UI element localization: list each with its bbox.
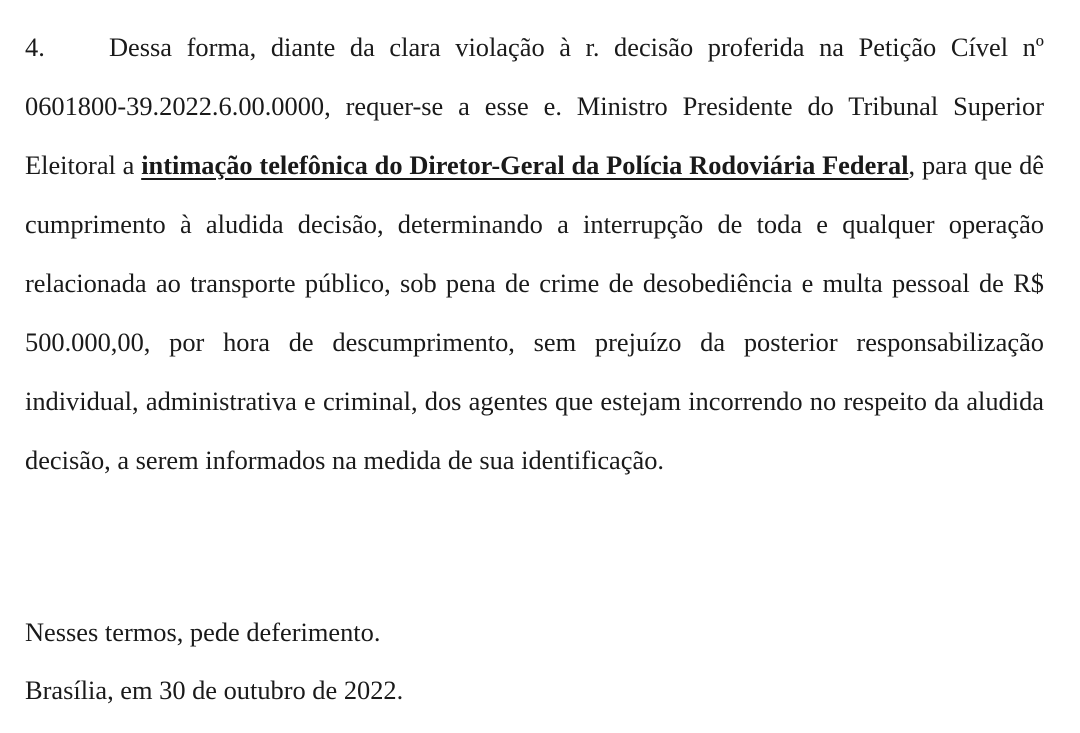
paragraph-4 (25, 18, 1044, 490)
place-date-line: Brasília, em 30 de outubro de 2022. (25, 675, 404, 705)
paragraph-number: 4. (25, 32, 45, 62)
paragraph-emphasis: intimação telefônica do Diretor-Geral da Polícia Rodoviária Federal (141, 150, 909, 180)
document-body (25, 18, 1044, 490)
paragraph-text-after: , para que dê cumprimento à aludida decisão, determinando a interrupção de toda e qualquer operação relacionada ao transporte público, sob pena de crime de desobediência e multa pessoal de R$ 500.000,00, por hora de descumprimento, sem prejuízo da posterior responsabilização individual, administrativa e criminal, dos agentes que estejam incorrendo no respeito da aludida decisão, a serem informados na medida de sua identificação. (25, 150, 1044, 475)
closing-line: Nesses termos, pede deferimento. (25, 617, 381, 647)
paragraph-text-before: Dessa forma, diante da clara violação à r. decisão proferida na Petição Cível nº 0601800-39.2022.6.00.0000, requer-se a esse e. Ministro Presidente do Tribunal Superior Eleitoral a (25, 32, 1044, 180)
